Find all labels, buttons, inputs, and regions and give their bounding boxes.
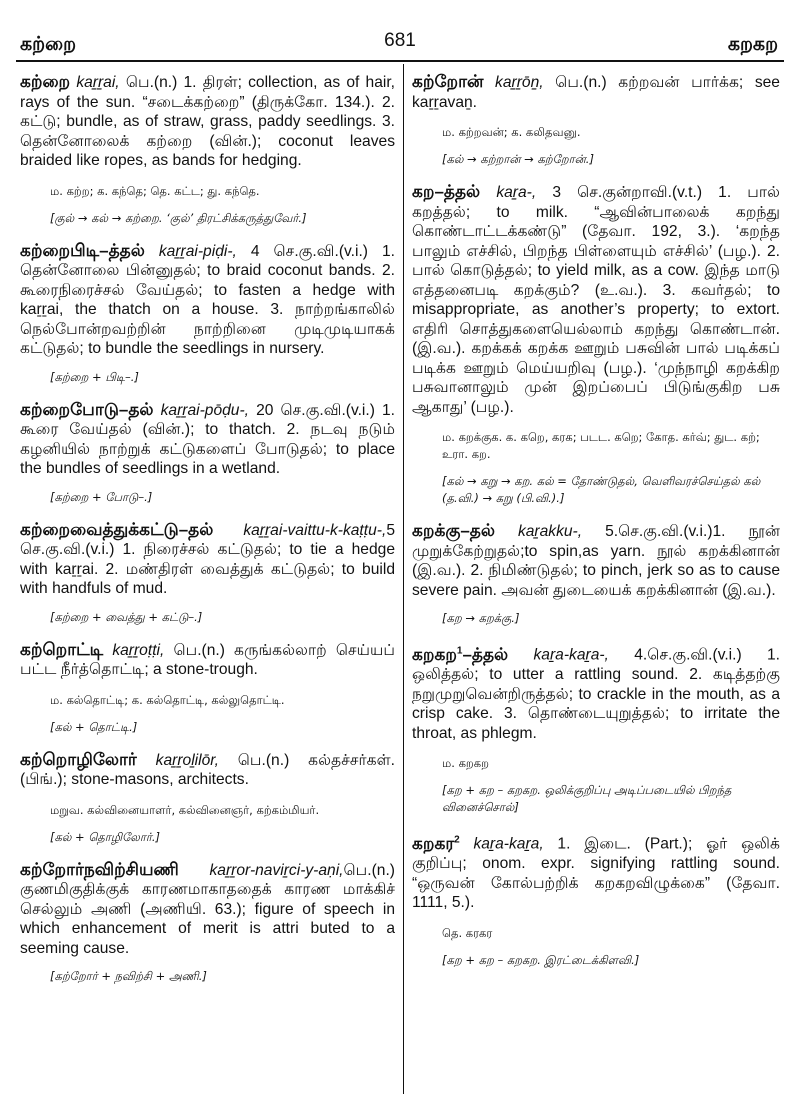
entry-headword: கற்றோன் [412,72,484,91]
entry-transliteration: kaṟṟai-vaittu-k-kaṭṭu-, [243,521,387,539]
entry-headword: கற்றைபோடு–தல் [20,399,154,419]
entry-headword: கற்றைவைத்துக்கட்டு–தல் [20,519,214,539]
entry-cognates: தெ. கரகர [442,925,493,940]
entry-transliteration: kaṟṟai-piḍi-, [158,242,237,260]
page-number: 681 [384,30,416,51]
entry-transliteration: kaṟakku-, [517,523,583,540]
entry-etymology: [கற்றை + போடு–.] [50,489,153,504]
entry-etymology: [கல் + தொட்டி.] [50,719,138,734]
running-head-right: கறகற [727,34,778,55]
column-divider [403,64,404,1094]
entry-etymology: [குல் → கல் → கற்றை. ‘குல்’ திரட்சிக்கருத்துவேர்.] [50,210,307,225]
dictionary-entry [20,72,395,227]
entry-definition [20,72,395,171]
entry-cognates: ம. கல்தொட்டி; க. கல்தொட்டி, கல்லுதொட்டி. [50,692,285,707]
left-column [20,72,395,1090]
entry-cognates: ம. கற்ற; க. கந்தெ; தெ. கட்ட; து. கந்தெ. [50,183,260,198]
entry-transliteration: kaṟṟōṉ, [495,74,544,91]
entry-text: பெ.(n.) 1. திரள்; collection, as of hair, rays of the sun. “சடைக்கற்றை” (திருக்கோ. 134.). 2. கட்டு; bundle, as of straw, grass, paddy seedlings. 3. தென்னோலைக் கற்றை (வின்.); coconut leaves braided like ropes, as bands for hedging. [20,74,395,169]
entry-text: 4.செ.கு.வி.(v.i.) 1. ஒலித்தல்; to utter a rattling sound. 2. கடித்தற்கு நறுமுறுவென்றிருத்தல்; to crackle in the mouth, as a crisp cake. 3. தொண்டையுறுத்தல்; to irritate the throat, as phlegm. [412,646,780,742]
right-column [412,72,780,1090]
entry-transliteration: kaṟa-kaṟa, [473,835,544,853]
entry-etymology: [கற்றை + பிடி–.] [50,369,139,384]
dictionary-entry [412,72,780,168]
dictionary-entry [20,400,395,506]
dictionary-entry [412,182,780,507]
entry-text: 5 செ.கு.வி.(v.i.) 1. நிரைச்சல் கட்டுதல்; to tie a hedge with kaṟṟai. 2. மண்திரள் வைத்துக் கட்டுதல்; to build with handfuls of mud. [20,521,395,597]
entry-etymology: [கற + கற – கறகற. ஒலிக்குறிப்பு அடிப்படையில் பிறந்த வினைச்சொல்] [442,783,732,815]
entry-transliteration: kaṟa-kaṟa-, [533,646,609,664]
entry-text: 5.செ.கு.வி.(v.i.)1. நூன் முறுக்கேற்றுதல்;to spin,as yarn. நூல் கறக்கினான் (இ.வ.). 2. நிமிண்டுதல்; to pinch, jerk so as to cause severe pain. அவன் துடையைக் கறக்கினான் (இ.வ.). [412,523,780,599]
homonym-number: 2 [454,834,460,846]
entry-transliteration: kaṟṟoḻilōr, [155,751,219,769]
headword-stem: கறகற [412,644,457,664]
entry-definition [20,640,395,680]
entry-headword: கற்றைபிடி–த்தல் [20,240,145,260]
entry-transliteration: kaṟṟai-pōḍu-, [160,401,250,419]
entry-etymology: [கற்றை + வைத்து + கட்டு–.] [50,609,203,624]
entry-etymology: [கல் → கறு → கற. கல் = தோண்டுதல், வெளிவரச்செய்தல் கல் (த.வி.) → கறு (பி.வி.).] [442,474,761,505]
entry-definition [412,521,780,600]
entry-transliteration: kaṟṟor-naviṟci-y-aṇi, [209,861,344,879]
entry-definition [20,400,395,479]
entry-text: 4 செ.கு.வி.(v.i.) 1. தென்னோலை பின்னுதல்; to braid coconut bands. 2. கூரைநிரைச்சல் வேய்தல்; to fasten a hedge with kaṟṟai, the thatch on a house. 3. நாற்றங்காலில் நெல்போன்றவற்றின் நாற்றினை முடிமுடியாகக் கட்டுதல்; to bundle the seedlings in nursery. [20,242,395,357]
entry-definition [20,241,395,359]
header-rule [16,60,784,62]
entry-definition [412,72,780,112]
entry-headword [412,834,460,853]
entry-text: 20 செ.கு.வி.(v.i.) 1. கூரை வேய்தல் (வின்.); to thatch. 2. நடவு நடும் கழனியில் நாற்றுக் கட்டுகளைப் போடுதல்; to place the bundles of seedlings in a wetland. [20,401,395,477]
entry-headword: கறக்கு–தல் [412,521,495,540]
entry-etymology: [கல் + தொழிலோர்.] [50,829,160,844]
dictionary-entry [20,241,395,386]
dictionary-entry [20,640,395,736]
dictionary-entry [20,520,395,626]
entry-headword: கற–த்தல் [412,182,481,201]
entry-definition [20,860,395,959]
running-head-left: கற்றை [20,34,76,55]
entry-cognates: ம. கற்றவன்; க. கலிதவனு. [442,125,581,139]
headword-stem: கறகர [412,833,455,853]
entry-headword [412,645,508,664]
entry-text: 1. இடை. (Part.); ஓர் ஒலிக் குறிப்பு; onom. expr. signifying rattling sound. “ஒருவன் கோல்பற்றிக் கறகறவிழுக்கை” (தேவா. 1111, 5.). [412,835,780,912]
entry-etymology: [கற + கற – கறகற. இரட்டைக்கிளவி.] [442,952,640,967]
entry-headword: கற்றொழிலோர் [20,749,137,769]
entry-headword: கற்றொட்டி [20,639,104,659]
entry-headword: கற்றை [20,72,71,91]
dictionary-entry [20,860,395,986]
entry-definition [412,641,780,743]
entry-cognates: மறுவ. கல்வினையாளர், கல்வினைஞர், கற்கம்மியர். [50,802,320,817]
dictionary-entry [412,830,780,969]
entry-etymology: [கல் → கற்றான் → கற்றோன்.] [442,152,594,166]
headword-suffix: –த்தல் [462,644,509,664]
dictionary-entry [20,750,395,846]
entry-transliteration: kaṟa-, [496,184,537,201]
entry-headword: கற்றோர்நவிற்சியணி [20,859,179,879]
dictionary-entry [412,641,780,816]
entry-transliteration: kaṟṟai, [76,74,120,91]
entry-text: பெ.(n.) கல்தச்சர்கள். (பிங்.); stone-masons, architects. [20,751,395,788]
entry-text: பெ.(n.) கருங்கல்லாற் செய்யப் பட்ட நீர்த்தொட்டி; a stone-trough. [20,641,395,678]
entry-text: பெ.(n.) குணமிகுதிக்குக் காரணமாகாததைக் காரண மாக்கிச் செல்லும் அணி (அணியி. 63.); figure of speech in which enhancement of merit is attri buted to a seeming cause. [20,861,395,957]
entry-definition [20,520,395,599]
entry-etymology: [கற்றோர் + நவிற்சி + அணி.] [50,969,207,983]
entry-etymology: [கற → கறக்கு.] [442,611,520,625]
entry-text: பெ.(n.) கற்றவன் பார்க்க; see kaṟṟavaṉ. [412,74,780,111]
entry-definition [20,750,395,790]
dictionary-entry [412,521,780,627]
entry-cognates: ம. கறக்குக. க. கறெ, கரக; படட. கறெ; கோத. கர்வ்; துட. கற்; உரா. கற. [442,430,760,461]
homonym-number: 1 [456,645,463,656]
entry-definition [412,830,780,913]
entry-transliteration: kaṟṟoṭṭi, [112,641,165,659]
entry-definition [412,182,780,417]
entry-text: 3 செ.குன்றாவி.(v.t.) 1. பால் கறத்தல்; to milk. “ஆவின்பாலைக் கறந்து கொண்டாட்டக்கண்டு” (தேவா. 192, 3.). ‘கறந்த பாலும் எச்சில், பிறந்த பிள்ளையும் எச்சில்’ (பழ.). 2. பால் கொடுத்தல்; to yield milk, as a cow. இந்த மாடு எத்தனைபடி கறக்கும்? (உ.வ.). 3. கவர்தல்; to misappropriate, as another’s property; to extort. எதிரி சொத்துகளையெல்லாம் கறந்து கொண்டான். (இ.வ.). கறக்கக் கறக்க ஊறும் பசுவின் பால் படிக்கப் படிக்க ஊறும் மெய்யறிவு (பழ.). ‘முந்நாழி கறக்கிற பசுவானாலும் முன் இறப்பைப் பிடுங்குகிற பசு ஆகாது’ (பழ.). [412,184,780,416]
entry-cognates: ம. கறகற [442,756,489,771]
